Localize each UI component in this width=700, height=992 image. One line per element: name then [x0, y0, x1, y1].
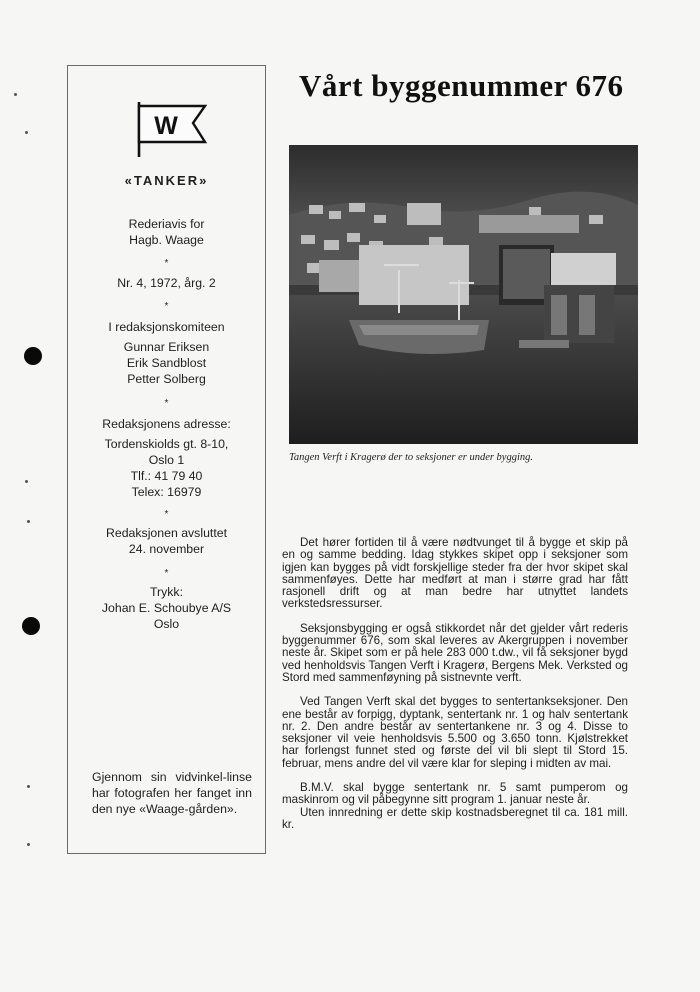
address-street: Tordenskiolds gt. 8-10,: [104, 437, 229, 451]
scan-speck: [14, 93, 17, 96]
shipyard-aerial-photo: [289, 145, 638, 444]
scan-speck: [27, 520, 30, 523]
printer-name: Johan E. Schoubye A/S: [101, 601, 232, 615]
article-paragraph: Ved Tangen Verft skal det bygges to sentertankseksjoner. Den ene består av forpigg, dyptank, sentertank nr. 1 og halv sentertank nr. 2. Den andre består av sentertankene nr. 3 og 4. Disse to seksjoner vil veie henholdsvis 5.500 og 3.650 tonn. Kjølstrekket har forlengst funnet sted og første del vil bli slept til Stord 15. februar, mens andre del vil være klar for sleping i midten av mai.: [282, 695, 628, 770]
telex-number: Telex: 16979: [131, 485, 202, 499]
subtitle-line: Rederiavis for: [128, 217, 205, 231]
article-title: Vårt byggenummer 676: [299, 68, 624, 103]
scan-speck: [27, 843, 30, 846]
separator-star: *: [164, 568, 169, 579]
scan-speck: [25, 480, 28, 483]
committee-heading: I redaksjonskomiteen: [108, 320, 225, 334]
article-paragraph: Det hører fortiden til å være nødtvunget til å bygge et skip på en og samme bedding. Idag stykkes skipet opp i seksjoner som igjen kan bygges på vidt forskjellige steder fra der hvor skipet skal sammenføyes. Dette har medført at man i større grad har fått rasjonell drift og at man bedre har utnyttet landets verkstedsressurser.: [282, 536, 628, 611]
address-city: Oslo 1: [148, 453, 185, 467]
separator-star: *: [164, 258, 169, 269]
closed-label: Redaksjonen avsluttet: [106, 526, 227, 540]
committee-member: Erik Sandblost: [126, 356, 207, 370]
article-paragraph: Seksjonsbygging er også stikkordet når det gjelder vårt rederis byggenummer 676, som skal leveres av Akergruppen i november neste år. Skipet som er på hele 283 000 t.dw., vil få seksjoner bygd ved henholdsvis Tangen Verft i Kragerø, Bergens Mek. Verksted og Stord med sammenføyning på sistnevnte verft.: [282, 621, 628, 684]
binder-hole-top: [24, 347, 42, 365]
separator-star: *: [164, 398, 169, 409]
sidebar-caption: Gjennom sin vidvinkel-linse har fotografen her fanget inn den nye «Waage-gården».: [92, 770, 252, 816]
print-label: Trykk:: [149, 585, 183, 599]
article-body: [282, 537, 628, 843]
committee-member: Gunnar Eriksen: [123, 340, 210, 354]
closed-date: 24. november: [128, 542, 205, 556]
printer-city: Oslo: [153, 617, 180, 631]
subtitle-line: Hagb. Waage: [129, 233, 204, 247]
article-paragraph: Uten innredning er dette skip kostnadsberegnet til ca. 181 mill. kr.: [282, 805, 628, 831]
article-paragraph: B.M.V. skal bygge sentertank nr. 5 samt pumperom og maskinrom og vil påbegynne sitt program 1. januar neste år.: [282, 781, 628, 807]
waage-flag-logo: [135, 100, 209, 158]
committee-member: Petter Solberg: [127, 372, 206, 386]
separator-star: *: [164, 509, 169, 520]
flag-letter: W: [154, 112, 178, 140]
address-heading: Redaksjonens adresse:: [102, 417, 231, 431]
colophon-box: [67, 65, 266, 854]
binder-hole-bottom: [22, 617, 40, 635]
phone-number: Tlf.: 41 79 40: [130, 469, 203, 483]
photo-caption: Tangen Verft i Kragerø der to seksjoner er under bygging.: [289, 452, 534, 463]
issue-info: Nr. 4, 1972, årg. 2: [117, 276, 216, 290]
separator-star: *: [164, 301, 169, 312]
scan-speck: [25, 131, 28, 134]
masthead: «TANKER»: [124, 173, 209, 188]
scan-speck: [27, 785, 30, 788]
